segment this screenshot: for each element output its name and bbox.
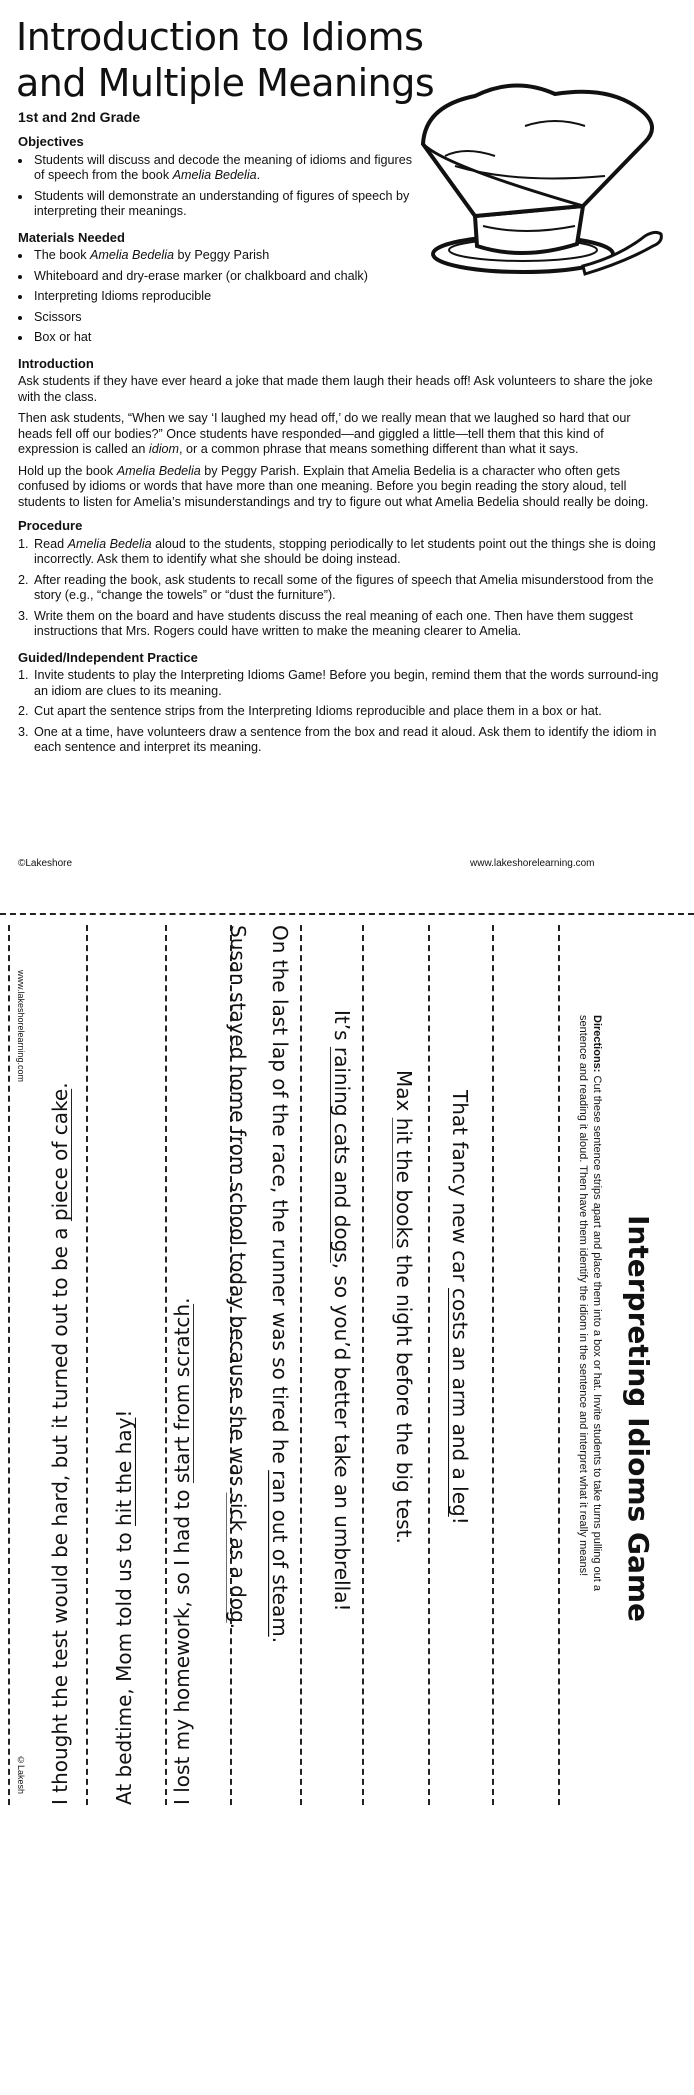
material-text: by Peggy Parish: [174, 248, 270, 262]
idiom-phrase: hit the hay: [112, 1417, 136, 1526]
lesson-content: [18, 134, 668, 766]
strip-divider: [558, 925, 560, 1805]
strip-text: .: [268, 1636, 292, 1644]
paragraph-text: by Peggy Parish. Explain that Amelia Bedelia is a character who often gets confused by idioms or words that have more than one meaning. Before you begin reading the story aloud, tell students to listen for Amelia’s misunderstandings and try to figure out what Amelia Bedelia should really be doing.: [18, 463, 649, 509]
strip-divider: [165, 925, 167, 1805]
strip-text: That fancy new car: [448, 1090, 472, 1289]
cut-line: [0, 913, 694, 915]
objective-text: .: [256, 168, 261, 182]
grade-level: 1st and 2nd Grade: [18, 109, 141, 125]
paragraph-text: Hold up the book: [18, 463, 117, 478]
strip-text: .: [48, 1082, 72, 1089]
materials-heading: Materials Needed: [18, 229, 125, 245]
material-item: • Scissors: [32, 310, 418, 326]
practice-step: 2. Cut apart the sentence strips from the Interpreting Idioms reproducible and place them in a box or hat.: [32, 704, 668, 720]
practice-heading: Guided/Independent Practice: [18, 649, 198, 665]
introduction-section: [18, 356, 668, 511]
objectives-heading: Objectives: [18, 134, 84, 149]
material-item: • Whiteboard and dry-erase marker (or chalkboard and chalk): [32, 269, 418, 285]
idiom-strip-7: [112, 925, 136, 1805]
procedure-step: 2. After reading the book, ask students to recall some of the figures of speech that Amelia misunderstood from the story (e.g., “change the towels” or “dust the furniture”).: [32, 573, 668, 604]
book-title: Amelia Bedelia: [172, 168, 257, 182]
idiom-phrase: sick as a dog: [226, 1492, 250, 1623]
practice-section: [18, 650, 668, 756]
strip-text: , so you’d better take an umbrella!: [330, 1262, 354, 1612]
idiom-phrase: piece of cake: [48, 1088, 72, 1222]
strip-text: I thought the test would be hard, but it turned out to be a: [48, 1221, 72, 1805]
lesson-page: [0, 0, 694, 900]
idiom-strip-8: [48, 925, 72, 1805]
idiom-phrase: costs an arm and a leg: [448, 1288, 472, 1517]
side-url: www.lakeshorelearning.com: [16, 970, 26, 1083]
procedure-step: [32, 537, 668, 568]
book-title: Amelia Bedelia: [90, 248, 175, 262]
footer-url: www.lakeshorelearning.com: [470, 858, 595, 869]
idiom-strip-3: [330, 925, 354, 1805]
material-item: • Interpreting Idioms reproducible: [32, 289, 418, 305]
side-copyright: ©Lakesh: [16, 1755, 26, 1795]
materials-section: [18, 230, 418, 346]
introduction-paragraph: [18, 411, 668, 458]
idiom-phrase: start from scratch: [170, 1303, 194, 1484]
book-title: Amelia Bedelia: [67, 536, 152, 551]
footer-copyright: ©Lakeshore: [18, 858, 73, 869]
idiom-phrase: raining cats and dogs: [330, 1046, 354, 1263]
step-text: aloud to the students, stopping periodically to let students point out the things she is doing incorrectly. Ask them to identify what she should be doing instead.: [34, 536, 656, 566]
idiom-strip-2: [392, 925, 416, 1805]
idiom-strip-1: [448, 925, 472, 1805]
strip-text: .: [226, 1622, 250, 1630]
strip-text: On the last lap of the race, the runner was so tired he: [268, 925, 292, 1471]
idiom-strip-5: [226, 925, 250, 1805]
introduction-heading: Introduction: [18, 355, 94, 371]
strip-divider: [492, 925, 494, 1805]
strip-text: !: [112, 1409, 136, 1418]
procedure-heading: Procedure: [18, 518, 83, 533]
introduction-paragraph: Ask students if they have ever heard a joke that made them laugh their heads off! Ask volunteers to share the joke with the class.: [18, 374, 653, 404]
strip-text: !: [448, 1516, 472, 1525]
objective-text: Students will demonstrate an understanding of figures of speech by interpreting their meanings.: [34, 188, 410, 218]
practice-step: 1. Invite students to play the Interpreting Idioms Game! Before you begin, remind them that the words surround-ing an idiom are clues to its meaning.: [32, 668, 668, 699]
introduction-paragraph: [18, 464, 668, 511]
paragraph-text: Then ask students, “When we say ‘I laughed my head off,’ do we really mean that we laughed so hard that our heads fell off our bodies?” Once students have responded—and giggled a little—tell them that this kind of expression is called an: [18, 411, 631, 456]
strip-divider: [300, 925, 302, 1805]
objective-item: [32, 153, 418, 184]
strip-divider: [362, 925, 364, 1805]
emphasis-term: idiom: [148, 442, 180, 456]
strip-text: At bedtime, Mom told us to: [112, 1525, 136, 1805]
paragraph-text: , or a common phrase that means something different than what it says.: [179, 442, 579, 456]
material-item: • Box or hat: [32, 330, 418, 346]
strip-text: Max: [392, 1070, 416, 1118]
strip-divider: [8, 925, 10, 1805]
procedure-step: 3. Write them on the board and have students discuss the real meaning of each one. Then have them suggest instructions that Mrs. Rogers could have written to make the meaning clearer to Amelia.: [32, 609, 668, 640]
strip-text: the night before the big test.: [392, 1248, 416, 1544]
game-title: Interpreting Idioms Game: [622, 1215, 655, 1623]
idiom-phrase: hit the books: [392, 1117, 416, 1249]
objective-item: [32, 189, 418, 220]
material-item: [32, 248, 418, 264]
idiom-strip-6: [170, 925, 194, 1805]
strip-text: I lost my homework, so I had to: [170, 1483, 194, 1805]
objectives-section: [18, 134, 418, 220]
strip-text: .: [170, 1297, 194, 1304]
strip-text: It’s: [330, 1010, 354, 1047]
idiom-strips-page: [0, 925, 694, 1805]
practice-step: 3. One at a time, have volunteers draw a sentence from the box and read it aloud. Ask them to identify the idiom in each sentence and interpret its meaning.: [32, 725, 668, 756]
strip-divider: [86, 925, 88, 1805]
book-title: Amelia Bedelia: [116, 463, 201, 478]
strip-divider: [428, 925, 430, 1805]
page-title: Introduction to Idioms and Multiple Meanings: [16, 15, 435, 105]
idiom-strip-4: [268, 925, 292, 1805]
idiom-phrase: ran out of steam: [268, 1470, 292, 1637]
procedure-section: [18, 518, 668, 640]
material-text: The book: [34, 248, 91, 262]
objective-text: Students will discuss and decode the meaning of idioms and figures of speech from the book: [34, 152, 413, 182]
step-text: Read: [34, 536, 68, 551]
directions-text: Cut these sentence strips apart and place them into a box or hat. Invite students to take turns pulling out a sentence and reading it aloud. Then have them identify the idiom in the sentence and interpret what it really means!: [577, 1015, 603, 1591]
directions-label: Directions:: [591, 1015, 603, 1073]
strip-text: Susan stayed home from school today because she was: [226, 925, 250, 1493]
game-directions: [574, 925, 604, 1635]
